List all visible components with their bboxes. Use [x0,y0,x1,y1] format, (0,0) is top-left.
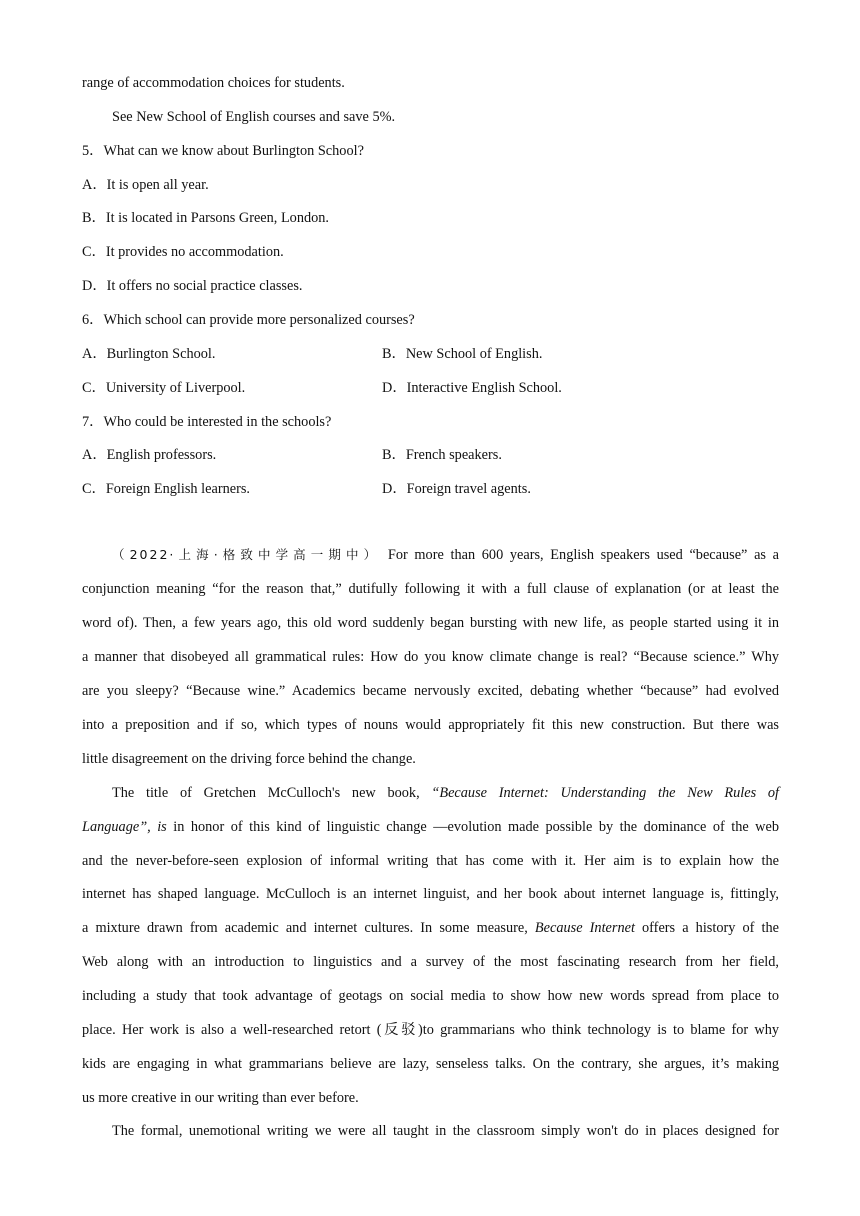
passage-text: The title of Gretchen McCulloch's new book, [112,785,420,801]
option-c [82,378,245,398]
passage-text-line: range of accommodation choices for students. [82,75,345,91]
option-b [382,445,502,465]
book-title: “Because Internet: Understanding the New Rules of [431,785,779,801]
question-text: What can we know about Burlington School? [103,143,364,159]
passage-text: offers a history of the [642,920,779,936]
option-letter: A． [82,346,107,362]
option-text: Foreign English learners. [105,481,250,497]
option-letter: C． [82,380,106,396]
book-title: Language”, is [82,819,167,835]
option-text: Foreign travel agents. [406,481,531,497]
option-letter: D． [382,481,407,497]
option-text: University of Liverpool. [105,380,246,396]
passage-line: kids are engaging in what grammarians believe are lazy, senseless talks. On the contrary, she argues, it’s making [82,1056,779,1072]
option-letter: B． [382,447,406,463]
option-text: It provides no accommodation. [105,244,284,260]
passage-line [112,545,779,565]
passage-text: For more than 600 years, English speakers used “because” as a [387,547,779,563]
passage-line: word of). Then, a few years ago, this old word suddenly began bursting with new life, as people started using it in [82,615,779,631]
passage-line: place. Her work is also a well-researched retort (反驳)to grammarians who think technology is to blame for why [82,1022,779,1038]
option-text: French speakers. [405,447,502,463]
option-letter: A． [82,177,107,193]
passage-line [112,783,779,803]
question-text: Who could be interested in the schools? [103,414,332,430]
option-d [382,479,531,499]
passage-line [82,918,779,938]
option-d [82,276,302,296]
option-b [382,344,542,364]
option-text: It offers no social practice classes. [106,278,303,294]
passage-line: and the never-before-seen explosion of informal writing that has come with it. Her aim is to explain how the [82,853,779,869]
option-c [82,479,250,499]
passage-line: into a preposition and if so, which types of nouns would appropriately fit this new construction. But there was [82,717,779,733]
option-a [82,445,216,465]
option-text: New School of English. [405,346,543,362]
option-a [82,175,209,195]
passage-line: including a study that took advantage of geotags on social media to show how new words spread from place to [82,988,779,1004]
question-5 [82,141,364,161]
option-letter: A． [82,447,107,463]
passage-line: conjunction meaning “for the reason that,” dutifully following it with a full clause of explanation (or at least the [82,581,779,597]
option-a [82,344,215,364]
option-letter: D． [82,278,107,294]
passage-text-line: See New School of English courses and save 5%. [112,109,396,125]
question-number: 6． [82,312,104,328]
option-c [82,242,284,262]
option-letter: C． [82,481,106,497]
passage-text: in honor of this kind of linguistic change —evolution made possible by the dominance of the web [173,819,780,835]
option-text: Interactive English School. [406,380,562,396]
question-number: 7． [82,414,104,430]
question-number: 5． [82,143,104,159]
passage-line: Web along with an introduction to linguistics and a survey of the most fascinating research from her field, [82,954,779,970]
option-text: Burlington School. [106,346,216,362]
question-7 [82,412,331,432]
passage-line [82,817,779,837]
option-text: It is located in Parsons Green, London. [105,210,329,226]
question-6 [82,310,415,330]
option-text: English professors. [106,447,217,463]
question-text: Which school can provide more personalized courses? [103,312,415,328]
passage-line: us more creative in our writing than ever before. [82,1090,359,1106]
option-b [82,208,329,228]
passage-line: are you sleepy? “Because wine.” Academics became nervously excited, debating whether “because” had evolved [82,683,779,699]
passage-line: a manner that disobeyed all grammatical rules: How do you know climate change is real? “Because science.” Why [82,649,779,665]
passage-line: internet has shaped language. McCulloch is an internet linguist, and her book about internet language is, fittingly, [82,886,779,902]
source-label: （2022·上海·格致中学高一期中） [112,547,382,562]
book-title: Because Internet [534,920,635,936]
option-letter: B． [82,210,106,226]
option-text: It is open all year. [106,177,209,193]
passage-text: a mixture drawn from academic and internet cultures. In some measure, [82,920,528,936]
passage-line: little disagreement on the driving force behind the change. [82,751,416,767]
passage-line: The formal, unemotional writing we were all taught in the classroom simply won't do in places designed for [112,1123,779,1139]
option-d [382,378,562,398]
option-letter: D． [382,380,407,396]
option-letter: C． [82,244,106,260]
option-letter: B． [382,346,406,362]
